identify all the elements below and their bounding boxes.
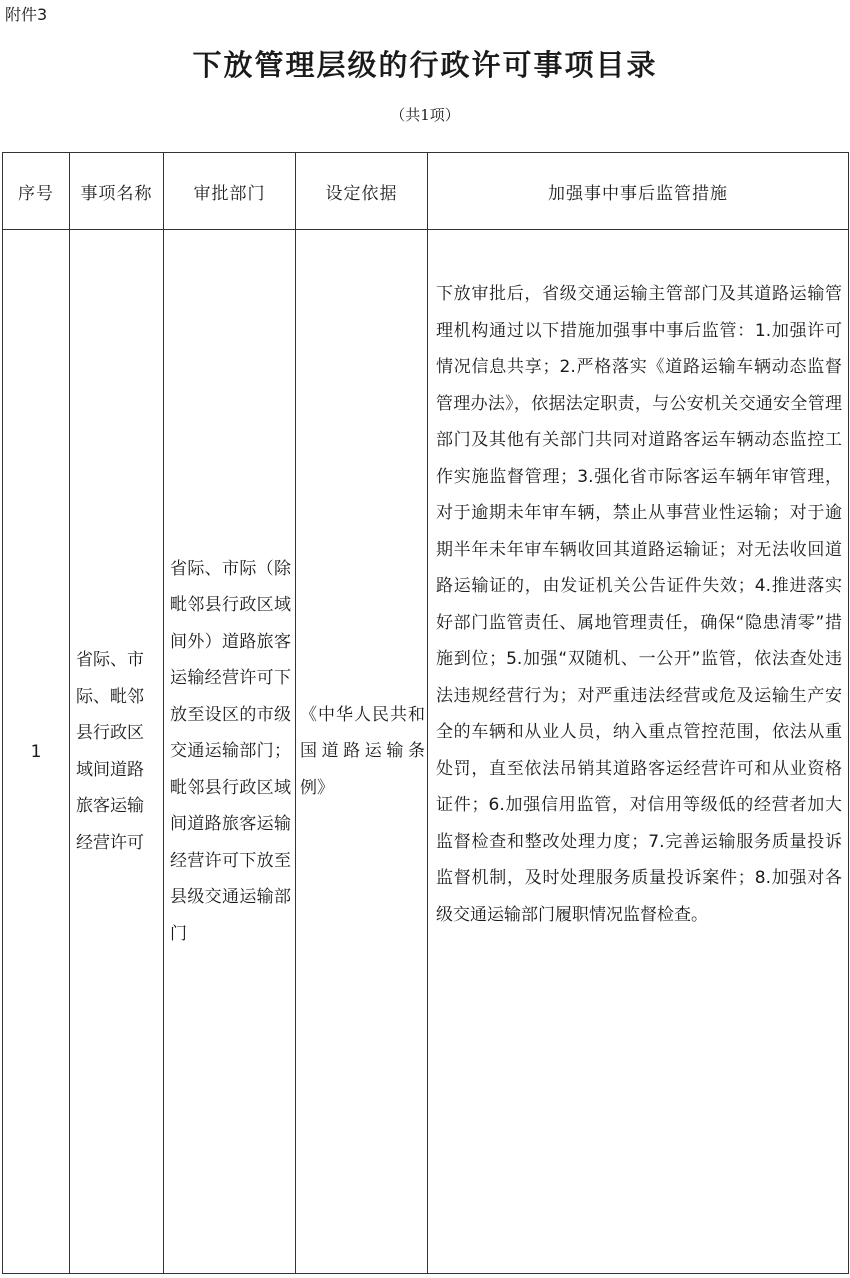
cell-name: 省际、市际、毗邻县行政区域间道路旅客运输经营许可	[70, 230, 164, 1274]
annex-label: 附件3	[5, 5, 48, 24]
header-department: 审批部门	[164, 153, 296, 230]
header-no: 序号	[3, 153, 70, 230]
header-measures: 加强事中事后监管措施	[428, 153, 849, 230]
page-title: 下放管理层级的行政许可事项目录	[192, 48, 658, 82]
item-count: （共1项）	[390, 106, 460, 124]
permit-table	[2, 152, 849, 1274]
cell-department: 省际、市际（除毗邻县行政区域间外）道路旅客运输经营许可下放至设区的市级交通运输部门；毗邻县行政区域间道路旅客运输经营许可下放至县级交通运输部门	[164, 230, 296, 1274]
table-row	[3, 230, 849, 1274]
cell-no: 1	[3, 230, 70, 1274]
cell-basis: 《中华人民共和国道路运输条例》	[296, 230, 428, 1274]
cell-measures: 下放审批后，省级交通运输主管部门及其道路运输管理机构通过以下措施加强事中事后监管：1.加强许可情况信息共享；2.严格落实《道路运输车辆动态监督管理办法》，依据法定职责，与公安机关交通安全管理部门及其他有关部门共同对道路客运车辆动态监控工作实施监督管理；3.强化省市际客运车辆年审管理，对于逾期未年审车辆，禁止从事营业性运输；对于逾期半年未年审车辆收回其道路运输证；对无法收回道路运输证的，由发证机关公告证件失效；4.推进落实好部门监管责任、属地管理责任，确保“隐患清零”措施到位；5.加强“双随机、一公开”监管，依法查处违法违规经营行为；对严重违法经营或危及运输生产安全的车辆和从业人员，纳入重点管控范围，依法从重处罚，直至依法吊销其道路客运经营许可和从业资格证件；6.加强信用监管，对信用等级低的经营者加大监督检查和整改处理力度；7.完善运输服务质量投诉监督机制，及时处理服务质量投诉案件；8.加强对各级交通运输部门履职情况监督检查。	[428, 230, 849, 1274]
header-basis: 设定依据	[296, 153, 428, 230]
header-name: 事项名称	[70, 153, 164, 230]
table-header-row	[3, 153, 849, 230]
